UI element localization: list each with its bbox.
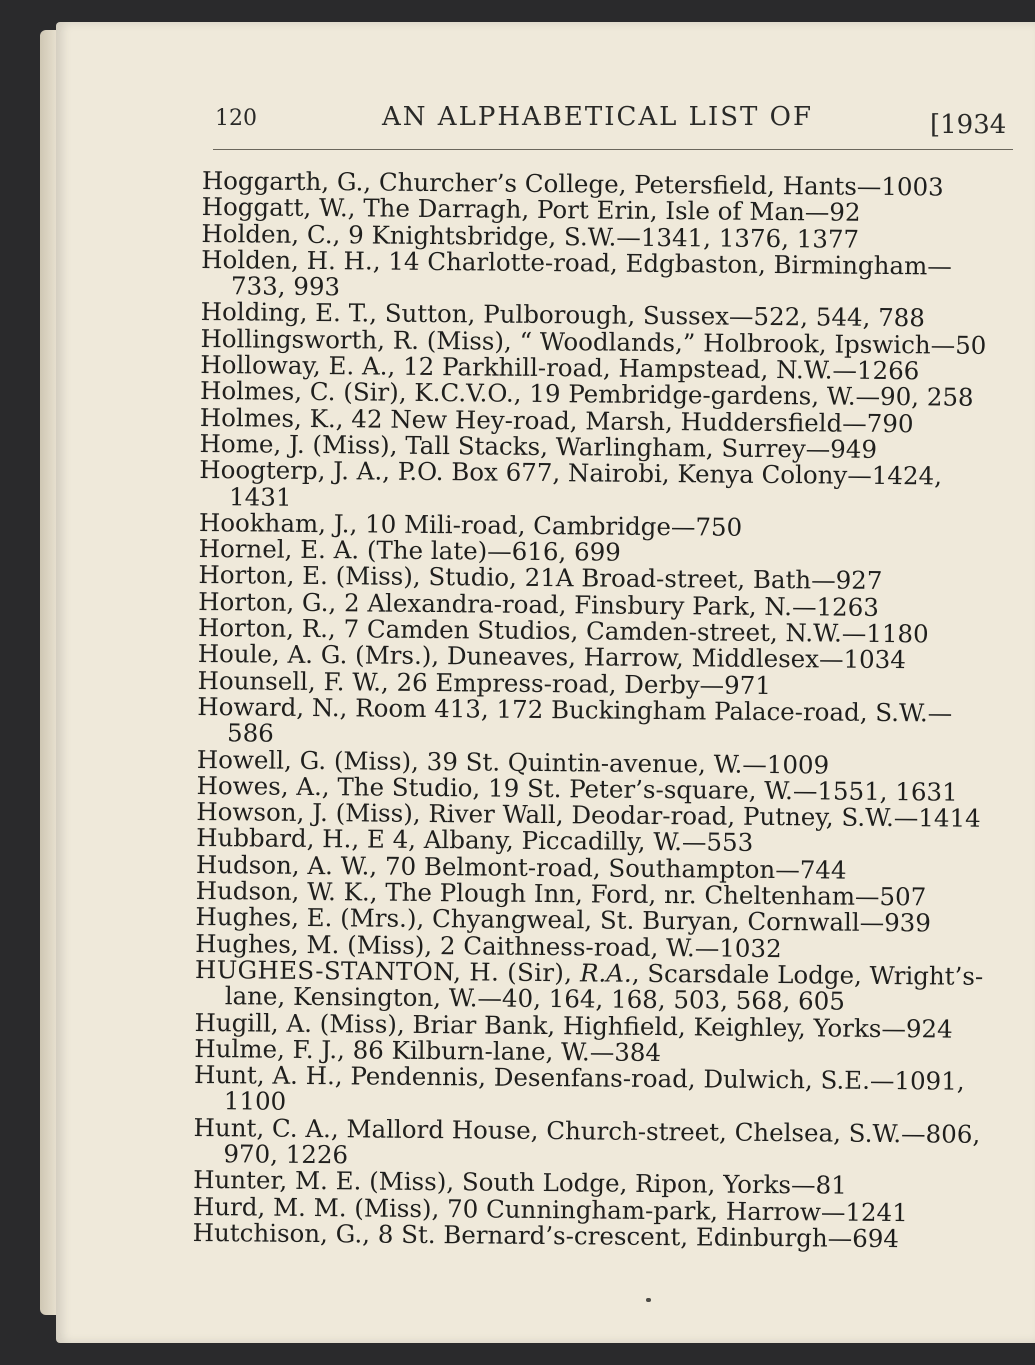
- list-entry: Hoggatt, W., The Darragh, Port Erin, Isle of Man—92: [201, 192, 861, 228]
- list-entry: Hookham, J., 10 Mili-road, Cambridge—750: [198, 507, 743, 542]
- list-entry: Horton, R., 7 Camden Studios, Camden-street, N.W.—1180: [197, 613, 929, 649]
- page-number: 120: [215, 106, 257, 131]
- entry-rest: , Scarsdale Lodge, Wright’s-lane, Kensington, W.—40, 164, 168, 503, 568, 605: [224, 958, 984, 1016]
- running-year: [1934: [930, 110, 1007, 140]
- list-entry: Hudson, W. K., The Plough Inn, Ford, nr. Cheltenham—507: [195, 875, 927, 912]
- list-entry: Howell, G. (Miss), 39 St. Quintin-avenue, W.—1009: [196, 744, 830, 780]
- list-entry: Holmes, K., 42 New Hey-road, Marsh, Huddersfield—790: [199, 402, 914, 438]
- list-entry: Hunt, C. A., Mallord House, Church-street, Chelsea, S.W.—806, 970, 1226: [193, 1112, 981, 1170]
- list-entry: Holmes, C. (Sir), K.C.V.O., 19 Pembridge-gardens, W.—90, 258: [199, 376, 974, 413]
- entry-honour: R.A.: [579, 958, 632, 988]
- list-entry: Hunt, A. H., Pendennis, Desenfans-road, Dulwich, S.E.—1091, 1100: [193, 1060, 965, 1117]
- list-entry: Hudson, A. W., 70 Belmont-road, Southampton—744: [195, 849, 847, 885]
- list-entry: Hounsell, F. W., 26 Empress-road, Derby—971: [197, 665, 772, 700]
- list-entry: Hollingsworth, R. (Miss), “ Woodlands,” Holbrook, Ipswich—50: [200, 323, 987, 360]
- list-entry: Howard, N., Room 413, 172 Buckingham Palace-road, S.W.—586: [197, 691, 953, 748]
- list-entry: Home, J. (Miss), Tall Stacks, Warlingham, Surrey—949: [199, 428, 878, 464]
- running-title: AN ALPHABETICAL LIST OF: [382, 102, 813, 132]
- list-entry: Holding, E. T., Sutton, Pulborough, Sussex—522, 544, 788: [200, 297, 926, 333]
- header-rule: [213, 149, 1013, 150]
- list-entry: Hugill, A. (Miss), Briar Bank, Highfield, Keighley, Yorks—924: [194, 1007, 953, 1044]
- list-entry: Hoogterp, J. A., P.O. Box 677, Nairobi, Kenya Colony—1424, 1431: [199, 455, 943, 512]
- entry-list: [193, 168, 1002, 1253]
- list-entry: Houle, A. G. (Mrs.), Duneaves, Harrow, Middlesex—1034: [197, 639, 907, 675]
- list-entry: Holloway, E. A., 12 Parkhill-road, Hampstead, N.W.—1266: [200, 350, 920, 386]
- list-entry: Hornel, E. A. (The late)—616, 699: [198, 534, 621, 567]
- list-entry: Holden, H. H., 14 Charlotte-road, Edgbaston, Birmingham—733, 993: [201, 244, 952, 302]
- list-entry: Horton, G., 2 Alexandra-road, Finsbury Park, N.—1263: [198, 586, 880, 622]
- entry-name: HUGHES-STANTON, H. (Sir),: [194, 954, 573, 988]
- list-entry: Hulme, F. J., 86 Kilburn-lane, W.—384: [194, 1033, 662, 1067]
- list-entry: Hunter, M. E. (Miss), South Lodge, Ripon, Yorks—81: [193, 1165, 847, 1200]
- list-entry: Hughes, M. (Miss), 2 Caithness-road, W.—1032: [195, 928, 782, 963]
- page-speck: [646, 1298, 651, 1302]
- list-entry: Howson, J. (Miss), River Wall, Deodar-road, Putney, S.W.—1414: [196, 797, 981, 833]
- list-entry: Hurd, M. M. (Miss), 70 Cunningham-park, Harrow—1241: [192, 1191, 908, 1227]
- list-entry-hughes-stanton: [194, 954, 995, 1017]
- list-entry: Howes, A., The Studio, 19 St. Peter’s-square, W.—1551, 1631: [196, 770, 958, 807]
- list-entry: Hutchison, G., 8 St. Bernard’s-crescent, Edinburgh—694: [192, 1217, 900, 1253]
- list-entry: Hoggarth, G., Churcher’s College, Petersfield, Hants—1003: [201, 166, 944, 202]
- list-entry: Hughes, E. (Mrs.), Chyangweal, St. Buryan, Cornwall—939: [195, 902, 932, 938]
- list-entry: Horton, E. (Miss), Studio, 21A Broad-street, Bath—927: [198, 560, 883, 596]
- running-head: [215, 100, 1015, 140]
- list-entry: Hubbard, H., E 4, Albany, Piccadilly, W.—553: [196, 823, 754, 858]
- list-entry: Holden, C., 9 Knightsbridge, S.W.—1341, 1376, 1377: [201, 218, 860, 254]
